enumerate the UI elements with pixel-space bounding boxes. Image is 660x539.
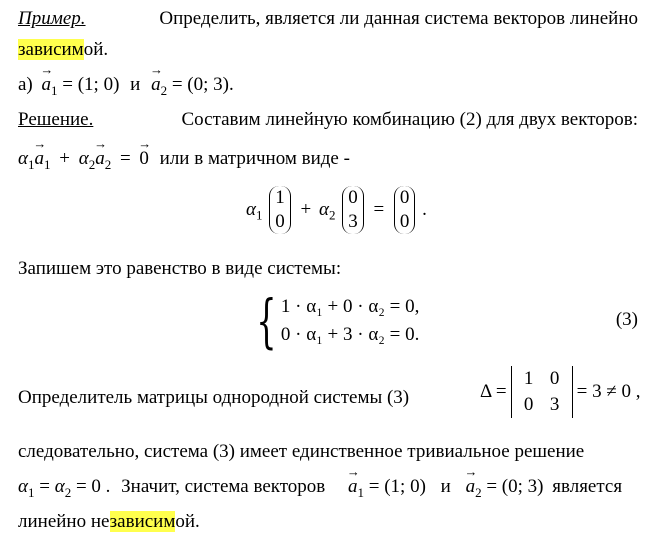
conclusion-prefix: линейно не	[18, 511, 110, 532]
determinant-matrix: 1 0 0 3	[511, 366, 573, 418]
matrix-col-3: 0 0	[394, 186, 416, 234]
system-row-2: 0 · α₁ + 3 · α₂ = 0.	[280, 324, 420, 345]
system-row-1: 1 · α₁ + 0 · α₂ = 0,	[280, 296, 420, 317]
linear-combination-line: $\alpha_1\to a_1 + \alpha_2\to a_2$ = → 0 или в матричном виде -	[18, 148, 638, 173]
matrix-col-2: 0 3	[342, 186, 364, 234]
solution-text: Составим линейную комбинацию (2) для двух векторов:	[181, 109, 638, 130]
highlight-dependent: зависим	[18, 39, 84, 60]
conclusion-line-1	[18, 441, 638, 463]
system-intro: Запишем это равенство в виде системы:	[18, 258, 342, 279]
conclusion-line-2: $\alpha_1 = \alpha_2 = 0$ . Значит, система векторов → $a_1 = (1$; 0) $и \to a_2 = (0$; 3) является	[18, 476, 638, 501]
determinant-result: = 3 ≠ 0 ,	[576, 381, 641, 402]
conclusion-text-2: Значит, система векторов	[121, 476, 326, 497]
case-a-label: а)	[18, 74, 33, 95]
highlight-independent: зависим	[109, 511, 176, 532]
intro-text: Определить, является ли данная система векторов линейно	[159, 8, 638, 29]
conclusion-text-3: является	[552, 476, 623, 497]
matrix-equation: $\alpha_1$ 1 0 + $\alpha_2$ 0 3 = 0 0 .	[246, 187, 427, 232]
vector-a2: → a	[151, 74, 161, 96]
conclusion-tail: ой.	[175, 511, 200, 532]
alpha-equals-zero: = 0 .	[75, 476, 111, 497]
case-a-end: .	[229, 74, 234, 95]
matrix-col-1: 1 0	[269, 186, 291, 234]
example-heading: Пример.	[18, 8, 86, 29]
solution-line	[18, 109, 638, 131]
conclusion-line-3	[18, 511, 638, 533]
conjunction-and: и	[130, 74, 141, 95]
conclusion-text-1: следовательно, система (3) имеет единственное тривиальное решение	[18, 441, 585, 462]
conclusion-vec2-value: = (0; 3)	[486, 476, 544, 497]
vector-a1: → a	[42, 74, 52, 96]
combo-tail: или в матричном виде -	[159, 148, 350, 169]
intro-word-tail: ой.	[83, 39, 109, 60]
intro-line	[18, 8, 638, 30]
solution-heading: Решение.	[18, 109, 94, 130]
conclusion-and: и	[440, 476, 451, 497]
equation-number: (3)	[615, 309, 638, 330]
intro-continuation	[18, 39, 638, 61]
vector-a2-value: = (0; 3)	[171, 74, 229, 95]
vector-a1-value: = (1; 0)	[62, 74, 120, 95]
case-a-line: $а) \to a_1 = (1$; 0) $и \to a_2 = (0$; 3).	[18, 74, 638, 99]
delta-symbol: Δ =	[480, 381, 507, 402]
equation-system: { 1 · α₁ + 0 · α₂ = 0, 0 · α₁ + 3 · α₂ = 0.	[256, 287, 420, 355]
determinant-text: Определитель матрицы однородной системы (3)	[18, 387, 410, 408]
conclusion-vec1-value: = (1; 0)	[368, 476, 426, 497]
